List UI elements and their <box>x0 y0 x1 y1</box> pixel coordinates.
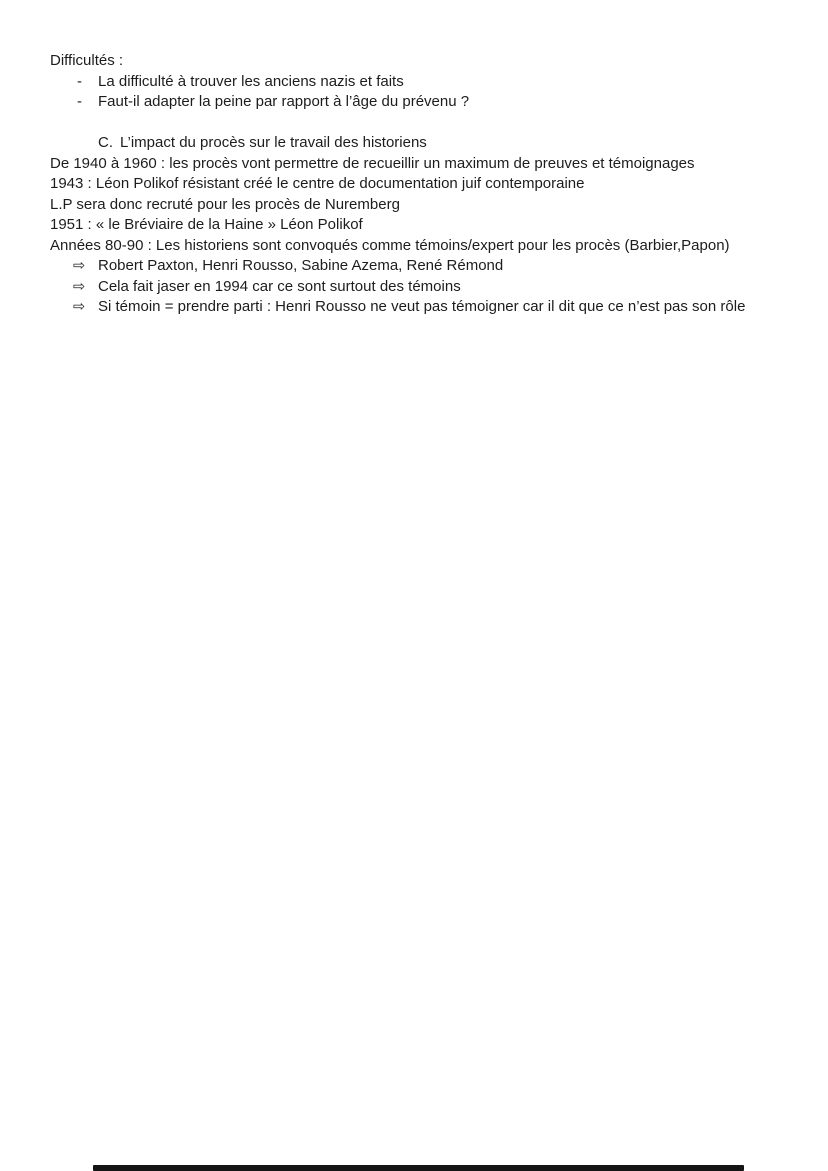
arrow-bullet-text: Si témoin = prendre parti : Henri Rousso ne veut pas témoigner car il dit que ce n’est pas son rôle <box>98 298 746 315</box>
dash-bullet-item <box>50 92 792 113</box>
paragraph: De 1940 à 1960 : les procès vont permettre de recueillir un maximum de preuves et témoignages <box>50 154 695 172</box>
section-title: L’impact du procès sur le travail des historiens <box>120 134 427 151</box>
blank-line <box>50 113 792 134</box>
arrow-bullet-text: Cela fait jaser en 1994 car ce sont surtout des témoins <box>98 277 461 295</box>
arrow-right-icon: ⇨ <box>73 278 86 295</box>
dash-bullet-marker: - <box>77 72 82 90</box>
arrow-bullet-item <box>50 297 792 318</box>
arrow-bullet-text: Robert Paxton, Henri Rousso, Sabine Azema, René Rémond <box>98 257 504 274</box>
section-label: C. <box>98 134 113 151</box>
arrow-right-icon: ⇨ <box>73 258 86 274</box>
intro-title: Difficultés : <box>50 52 124 69</box>
paragraph: Années 80-90 : Les historiens sont convoqués comme témoins/expert pour les procès (Barbier,Papon) <box>50 236 730 254</box>
arrow-bullet-item <box>50 277 792 298</box>
arrow-right-icon: ⇨ <box>73 299 86 315</box>
paragraph: 1943 : Léon Polikof résistant créé le centre de documentation juif contemporaine <box>50 175 585 192</box>
dash-bullet-text: Faut-il adapter la peine par rapport à l’âge du prévenu ? <box>98 93 470 110</box>
page-bottom-bar <box>93 1165 744 1171</box>
document-content <box>50 51 792 318</box>
paragraph: 1951 : « le Bréviaire de la Haine » Léon Polikof <box>50 216 363 233</box>
dash-bullet-text: La difficulté à trouver les anciens nazis et faits <box>98 72 404 90</box>
arrow-bullet-item <box>50 256 792 277</box>
section-heading <box>50 133 792 154</box>
dash-bullet-item <box>50 72 792 93</box>
paragraph: L.P sera donc recruté pour les procès de Nuremberg <box>50 195 400 213</box>
dash-bullet-marker: - <box>77 93 82 110</box>
